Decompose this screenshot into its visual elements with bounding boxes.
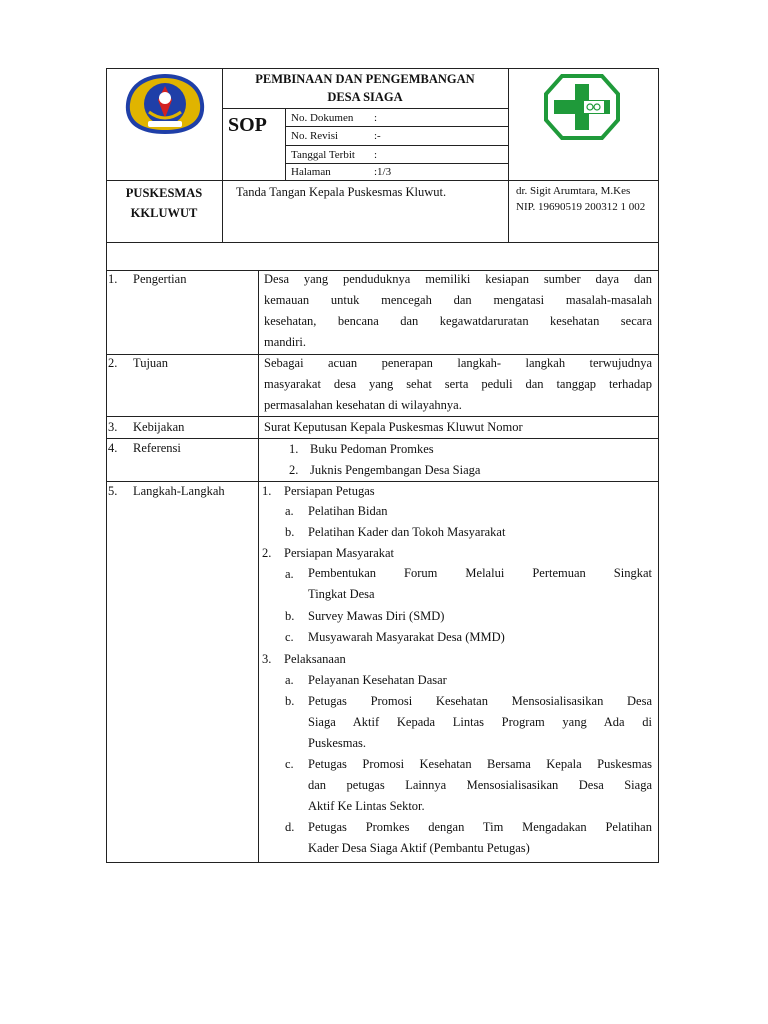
meta-value-halaman: :1/3: [374, 166, 392, 178]
header-col-2: [508, 68, 509, 243]
document-title-line-2: DESA SIAGA: [327, 90, 403, 104]
pengertian-text: Desa yang penduduknya memiliki kesiapan sumber daya dan kemauan untuk mencegah dan mengatasi masalah-masalah kesehatan, bencana dan kegawatdaruratan kesehatan secara mandiri.: [264, 272, 652, 349]
meta-value-revisi: :-: [374, 130, 381, 142]
section-label-langkah: Langkah-Langkah: [133, 484, 225, 498]
header-divider: [106, 180, 659, 181]
step-item: Pelatihan Bidan: [308, 504, 388, 518]
step-item: Petugas Promkes dengan Tim Mengadakan Pelatihan Kader Desa Siaga Aktif (Pembantu Petugas): [308, 820, 652, 855]
step-letter: b.: [285, 525, 295, 539]
section-number-2: 2.: [108, 356, 118, 370]
head-name: dr. Sigit Arumtara, M.Kes: [516, 185, 631, 197]
section-number-1: 1.: [108, 272, 118, 286]
row-divider-2: [106, 416, 659, 417]
health-cross-logo: [542, 72, 622, 142]
list-item: Juknis Pengembangan Desa Siaga: [310, 463, 481, 477]
meta-top: [222, 108, 509, 109]
meta-line-2: [285, 145, 509, 146]
list-item-number: 1.: [289, 442, 299, 456]
step-item: Survey Mawas Diri (SMD): [308, 609, 445, 623]
health-cross-icon: [542, 72, 622, 142]
section-label-referensi: Referensi: [133, 441, 181, 455]
document-title-line-1: PEMBINAAN DAN PENGEMBANGAN: [255, 72, 475, 86]
kebijakan-text: Surat Keputusan Kepala Puskesmas Kluwut Nomor: [264, 420, 523, 434]
step-group-number: 1.: [262, 484, 272, 498]
step-item: Petugas Promosi Kesehatan Bersama Kepala Puskesmas dan petugas Lainnya Mensosialisasikan Desa Siaga Aktif Ke Lintas Sektor.: [308, 757, 652, 813]
sop-col-divider: [285, 108, 286, 180]
section-label-kebijakan: Kebijakan: [133, 420, 185, 434]
step-group-title: Persiapan Masyarakat: [284, 546, 395, 560]
org-name-line-2: KKLUWUT: [130, 206, 198, 220]
section-number-3: 3.: [108, 420, 118, 434]
header-bottom: [106, 242, 659, 243]
step-item: Musyawarah Masyarakat Desa (MMD): [308, 630, 505, 644]
section-label-tujuan: Tujuan: [133, 356, 168, 370]
section-label-pengertian: Pengertian: [133, 272, 187, 286]
signature-caption: Tanda Tangan Kepala Puskesmas Kluwut.: [236, 185, 447, 199]
step-letter: b.: [285, 609, 295, 623]
step-group-title: Persiapan Petugas: [284, 484, 375, 498]
row-divider-3: [106, 438, 659, 439]
org-name-line-1: PUSKESMAS: [125, 186, 203, 200]
step-item: Pelayanan Kesehatan Dasar: [308, 673, 447, 687]
meta-value-dokumen: :: [374, 112, 378, 124]
meta-label-revisi: No. Revisi: [291, 130, 339, 142]
step-group-number: 3.: [262, 652, 272, 666]
step-letter: c.: [285, 757, 294, 771]
meta-value-tanggal: :: [374, 149, 378, 161]
border-right: [658, 68, 659, 863]
step-letter: a.: [285, 504, 294, 518]
step-letter: a.: [285, 673, 294, 687]
step-item: Pelatihan Kader dan Tokoh Masyarakat: [308, 525, 506, 539]
step-item: Pembentukan Forum Melalui Pertemuan Singkat Tingkat Desa: [308, 566, 652, 601]
meta-line-1: [285, 126, 509, 127]
head-nip: NIP. 19690519 200312 1 002: [516, 201, 646, 213]
border-bottom: [106, 862, 659, 863]
section-number-5: 5.: [108, 484, 118, 498]
district-emblem-icon: [120, 68, 210, 180]
step-group-title: Pelaksanaan: [284, 652, 346, 666]
row-divider-4: [106, 481, 659, 482]
meta-label-halaman: Halaman: [291, 166, 331, 178]
tujuan-text: Sebagai acuan penerapan langkah- langkah terwujudnya masyarakat desa yang sehat serta peduli dan tanggap terhadap permasalahan kesehatan di wilayahnya.: [264, 356, 652, 412]
step-letter: c.: [285, 630, 294, 644]
district-emblem: [120, 68, 210, 180]
section-number-4: 4.: [108, 441, 118, 455]
step-letter: d.: [285, 820, 295, 834]
step-group-number: 2.: [262, 546, 272, 560]
list-item-number: 2.: [289, 463, 299, 477]
step-letter: b.: [285, 694, 295, 708]
meta-line-3: [285, 163, 509, 164]
meta-label-dokumen: No. Dokumen: [291, 112, 354, 124]
body-col-divider: [258, 270, 259, 863]
step-letter: a.: [285, 567, 294, 581]
list-item: Buku Pedoman Promkes: [310, 442, 434, 456]
meta-label-tanggal: Tanggal Terbit: [291, 149, 355, 161]
sop-label: SOP: [228, 114, 267, 136]
step-item: Petugas Promosi Kesehatan Mensosialisasikan Desa Siaga Aktif Kepada Lintas Program yang Ada di Puskesmas.: [308, 694, 652, 750]
